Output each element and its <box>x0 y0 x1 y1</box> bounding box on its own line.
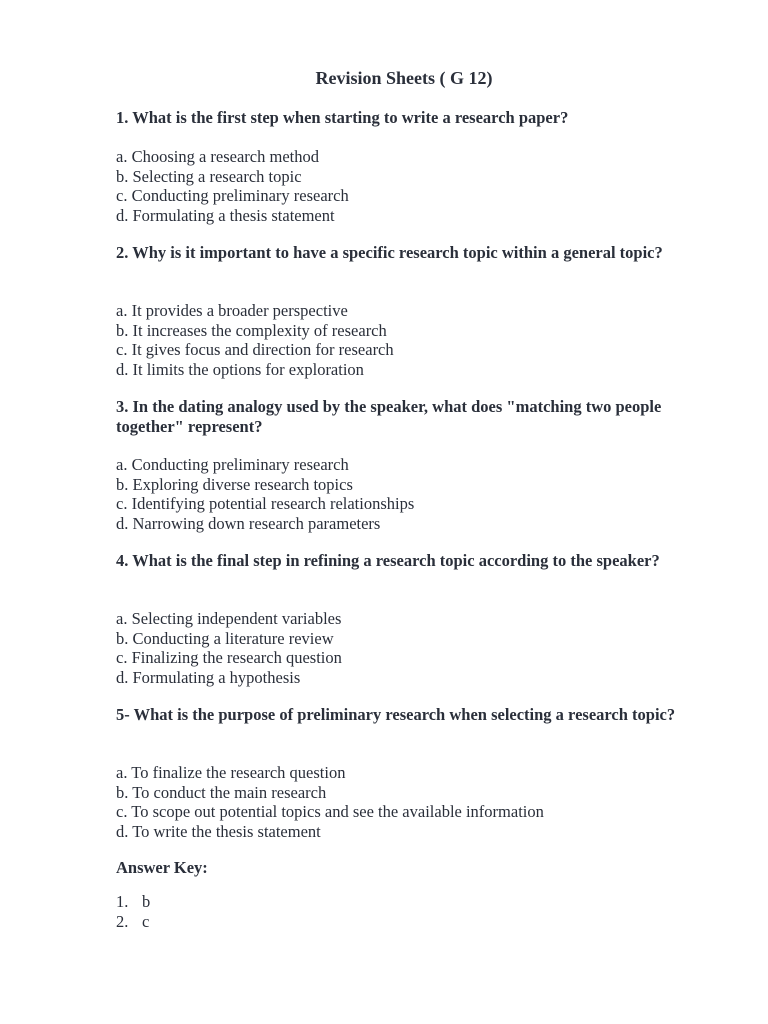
options-2 <box>116 301 676 379</box>
option: b. To conduct the main research <box>116 782 327 802</box>
option: a. It provides a broader perspective <box>116 301 348 320</box>
option: d. Formulating a thesis statement <box>116 205 335 225</box>
answer-key-list <box>116 892 150 932</box>
question-3: 3. In the dating analogy used by the speaker, what does "matching two people together" represent? <box>116 397 662 436</box>
option: d. Narrowing down research parameters <box>116 513 381 533</box>
option: d. Formulating a hypothesis <box>116 667 301 687</box>
options-1 <box>116 147 676 225</box>
option: b. Conducting a literature review <box>116 628 334 648</box>
option: b. Exploring diverse research topics <box>116 474 353 494</box>
option: d. To write the thesis statement <box>116 821 321 841</box>
option: b. Selecting a research topic <box>116 166 302 186</box>
option: a. To finalize the research question <box>116 763 346 782</box>
answer-number: 2. <box>116 912 129 931</box>
answer-item <box>116 912 150 932</box>
option: c. To scope out potential topics and see the available information <box>116 802 544 822</box>
page-title: Revision Sheets ( G 12) <box>315 68 493 88</box>
options-3 <box>116 455 676 533</box>
option: c. Finalizing the research question <box>116 648 342 668</box>
option: a. Choosing a research method <box>116 147 319 166</box>
option: a. Conducting preliminary research <box>116 455 349 474</box>
answer-number: 1. <box>116 892 129 911</box>
options-4 <box>116 609 676 687</box>
question-5: 5- What is the purpose of preliminary research when selecting a research topic? <box>116 705 676 724</box>
option: a. Selecting independent variables <box>116 609 342 628</box>
option: d. It limits the options for exploration <box>116 359 364 379</box>
question-1: 1. What is the first step when starting to write a research paper? <box>116 108 569 127</box>
answer-value: c <box>142 912 150 931</box>
answer-key-title: Answer Key: <box>116 858 208 877</box>
options-5 <box>116 763 676 841</box>
option: b. It increases the complexity of research <box>116 320 387 340</box>
option: c. Conducting preliminary research <box>116 186 349 206</box>
answer-value: b <box>142 892 151 911</box>
option: c. It gives focus and direction for research <box>116 340 394 360</box>
question-2: 2. Why is it important to have a specific research topic within a general topic? <box>116 243 663 262</box>
question-4: 4. What is the final step in refining a research topic according to the speaker? <box>116 551 660 570</box>
option: c. Identifying potential research relationships <box>116 494 415 514</box>
answer-item <box>116 892 150 912</box>
